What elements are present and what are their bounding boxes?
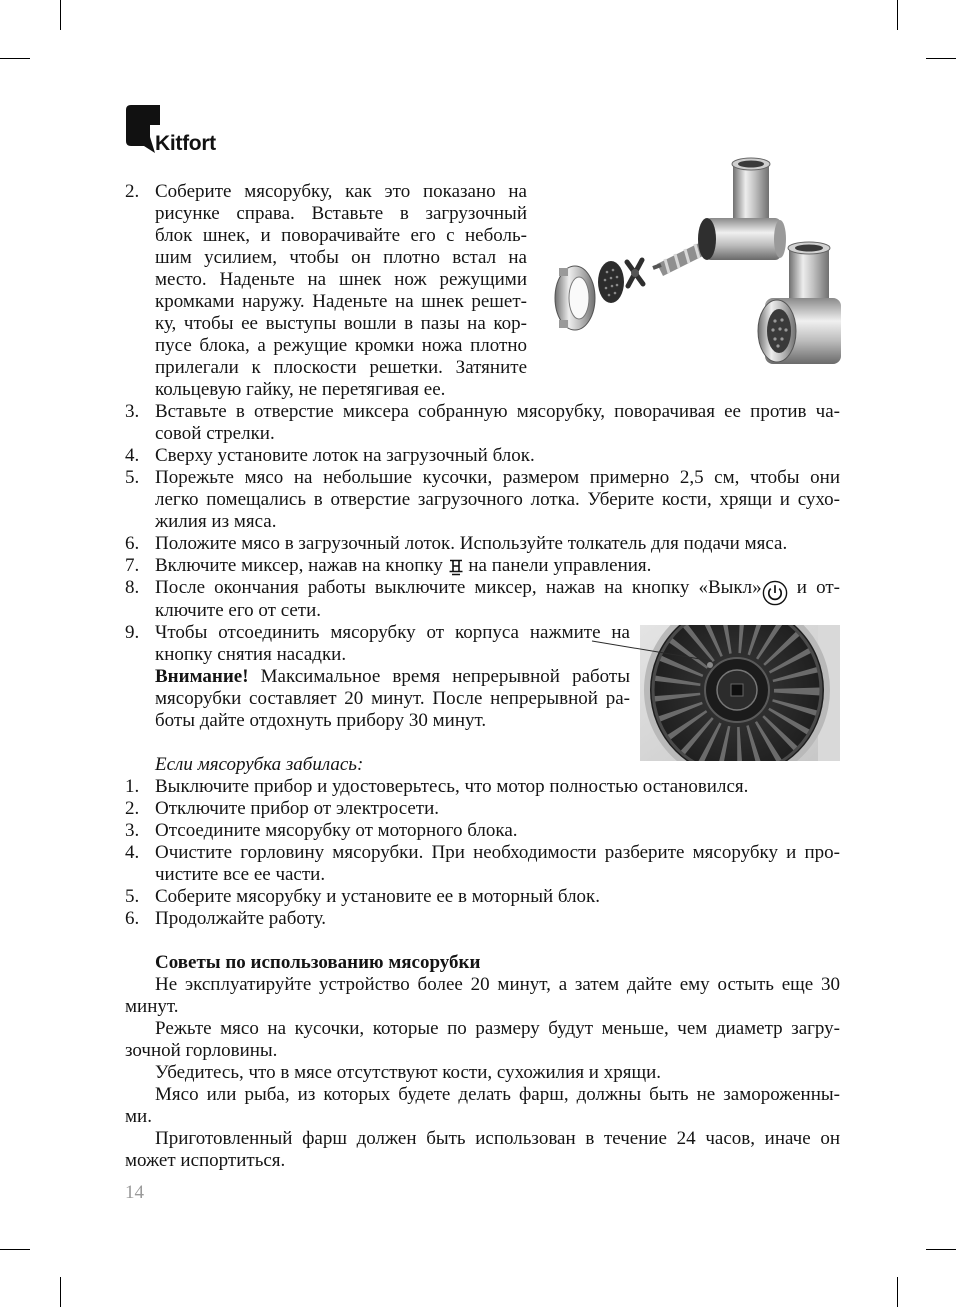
power-icon	[762, 580, 788, 606]
step-5	[125, 467, 840, 533]
crop-mark	[897, 1277, 898, 1307]
text-line: Выключите прибор и удостоверьтесь, что мотор полностью остановился.	[155, 776, 749, 797]
spacer	[125, 930, 840, 952]
clog-step-4	[125, 842, 840, 886]
text-line: прилегали к плоскости решетки. Затяните	[155, 357, 527, 378]
step-text	[155, 820, 840, 842]
text-line: Соберите мясорубку, как это показано на	[155, 181, 527, 202]
step-number: 6.	[125, 908, 140, 929]
step-number: 4.	[125, 445, 140, 466]
step-text	[155, 181, 527, 401]
text-line: Отсоедините мясорубку от моторного блока.	[155, 820, 518, 841]
step-number: 9.	[125, 622, 140, 643]
tip-paragraph	[125, 974, 840, 1018]
text-fragment: на панели управления.	[468, 555, 652, 576]
text-line: Соберите мясорубку и установите ее в моторный блок.	[155, 886, 601, 907]
text-line: минут.	[125, 996, 179, 1017]
step-text	[155, 776, 840, 798]
clog-step-2	[125, 798, 840, 820]
step-7	[125, 555, 840, 577]
step-text	[155, 555, 840, 577]
text-line: Убедитесь, что в мясе отсутствуют кости, сухожилия и хрящи.	[155, 1062, 662, 1083]
step-text	[155, 401, 840, 445]
text-line: Приготовленный фарш должен быть использован в течение 24 часов, иначе он	[155, 1128, 840, 1149]
text-line: место. Наденьте на шнек нож режущими	[155, 269, 527, 290]
step-number: 3.	[125, 401, 140, 422]
text-line: ку, чтобы ее выступы вошли в пазы на кор-	[155, 313, 527, 334]
warning-line: мясорубки составляет 20 минут. После непрерывной ра-	[155, 688, 630, 709]
step-9	[125, 622, 840, 732]
crop-mark	[926, 58, 956, 59]
text-line: ми.	[125, 1106, 152, 1127]
tips-heading: Советы по использованию мясорубки	[155, 952, 481, 973]
text-line: Отключите прибор от электросети.	[155, 798, 440, 819]
text-fragment: Включите миксер, нажав на кнопку	[155, 555, 443, 576]
step-text	[155, 467, 840, 533]
text-line: рисунке справа. Вставьте в загрузочный	[155, 203, 527, 224]
text-line: совой стрелки.	[155, 423, 275, 444]
step-number: 5.	[125, 467, 140, 488]
crop-mark	[0, 1249, 30, 1250]
text-line: легко помещались в отверстие загрузочного лотка. Уберите кости, хрящи и сухо-	[155, 489, 840, 510]
crop-mark	[897, 0, 898, 30]
tip-paragraph	[125, 1128, 840, 1172]
text-line: Сверху установите лоток на загрузочный блок.	[155, 445, 535, 466]
text-line: пусе блока, а режущие кромки ножа плотно	[155, 335, 527, 356]
text-line: Очистите горловину мясорубки. При необходимости разберите мясорубку и про-	[155, 842, 840, 863]
warning-line: боты дайте отдохнуть прибору 30 минут.	[155, 710, 487, 731]
text-line: Не эксплуатируйте устройство более 20 минут, а затем дайте ему остыть еще 30	[155, 974, 840, 995]
text-fragment: Максимальное время непрерывной работы	[260, 666, 630, 687]
text-line: Порежьте мясо на небольшие кусочки, размером примерно 2,5 см, чтобы они	[155, 467, 840, 488]
text-line: зочной горловины.	[125, 1040, 278, 1061]
grinder-button-icon	[448, 558, 464, 576]
step-number: 6.	[125, 533, 140, 554]
step-text	[155, 908, 840, 930]
clog-step-1	[125, 776, 840, 798]
step-number: 1.	[125, 776, 140, 797]
step-text	[155, 886, 840, 908]
text-line: жилия из мяса.	[155, 511, 277, 532]
text-fragment: После окончания работы выключите миксер, нажав на кнопку «Выкл»	[155, 577, 762, 598]
clog-section-title: Если мясорубка забилась:	[155, 754, 364, 775]
step-2	[125, 181, 840, 401]
text-line: ключите его от сети.	[155, 600, 322, 621]
tip-paragraph	[125, 1018, 840, 1062]
clog-step-6	[125, 908, 840, 930]
warning-label: Внимание!	[155, 666, 249, 687]
step-4	[125, 445, 840, 467]
step-number: 7.	[125, 555, 140, 576]
spacer	[125, 732, 840, 754]
crop-mark	[60, 0, 61, 30]
text-line: кромками наружу. Наденьте на шнек решет-	[155, 291, 527, 312]
crop-mark	[926, 1249, 956, 1250]
text-line	[155, 577, 840, 600]
step-text	[155, 533, 840, 555]
crop-mark	[0, 58, 30, 59]
text-line: чистите все ее части.	[155, 864, 326, 885]
text-line: может испортиться.	[125, 1150, 286, 1171]
text-line: Мясо или рыба, из которых будете делать фарш, должны быть не замороженны-	[155, 1084, 840, 1105]
text-line: Вставьте в отверстие миксера собранную мясорубку, поворачивая ее против ча-	[155, 401, 840, 422]
text-line: блок шнек, и поворачивайте его с неболь-	[155, 225, 527, 246]
step-text	[155, 577, 840, 622]
text-line: кольцевую гайку, не перетягивая ее.	[155, 379, 446, 400]
tip-paragraph	[125, 1062, 840, 1084]
brand-name: Kitfort	[155, 132, 216, 155]
step-8	[125, 577, 840, 622]
text-line: кнопку снятия насадки.	[155, 644, 347, 665]
step-number: 4.	[125, 842, 140, 863]
text-line: Режьте мясо на кусочки, которые по размеру будут меньше, чем диаметр загру-	[155, 1018, 840, 1039]
step-number: 5.	[125, 886, 140, 907]
text-line: шим усилием, чтобы он плотно встал на	[155, 247, 527, 268]
text-fragment: и от-	[796, 577, 840, 598]
tip-paragraph	[125, 1084, 840, 1128]
text-line: Продолжайте работу.	[155, 908, 327, 929]
step-number: 8.	[125, 577, 140, 598]
clog-step-5	[125, 886, 840, 908]
page-number: 14	[125, 1182, 144, 1203]
text-line: Положите мясо в загрузочный лоток. Используйте толкатель для подачи мяса.	[155, 533, 788, 554]
step-text	[155, 622, 630, 732]
step-text	[155, 842, 840, 886]
step-number: 3.	[125, 820, 140, 841]
clog-step-3	[125, 820, 840, 842]
warning-line	[155, 666, 630, 688]
text-line	[155, 555, 840, 577]
step-3	[125, 401, 840, 445]
page-content	[125, 181, 840, 1172]
step-text	[155, 445, 840, 467]
text-line: Чтобы отсоединить мясорубку от корпуса нажмите на	[155, 622, 630, 643]
step-text	[155, 798, 840, 820]
step-number: 2.	[125, 181, 140, 202]
step-number: 2.	[125, 798, 140, 819]
step-6	[125, 533, 840, 555]
crop-mark	[60, 1277, 61, 1307]
